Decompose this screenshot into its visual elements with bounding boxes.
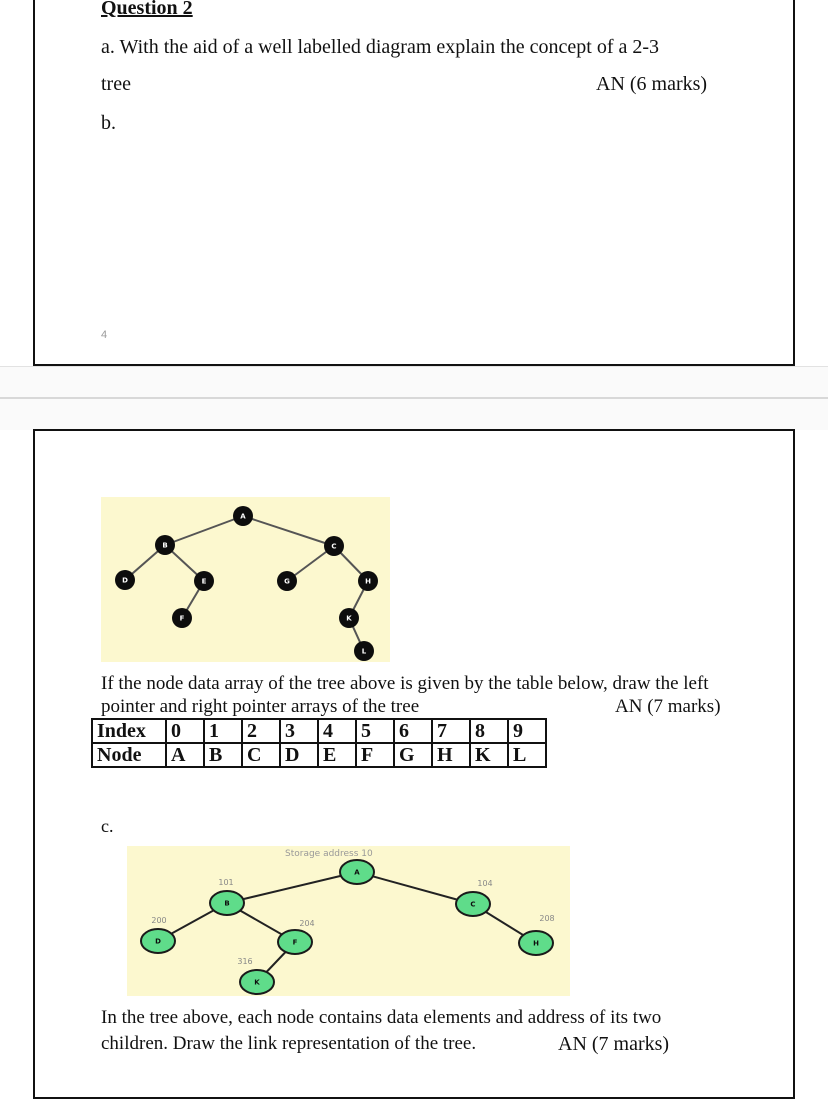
question-b-line1: If the node data array of the tree above is given by the table below, draw the left [101, 673, 709, 694]
tree-node-k [339, 608, 359, 628]
question-a-line2: tree [101, 73, 131, 95]
binary-tree-svg [101, 497, 390, 662]
tree-node-e [194, 571, 214, 591]
svg-text:G: G [284, 577, 290, 586]
tree-node-g [277, 571, 297, 591]
node-address-d: 200 [151, 916, 167, 925]
node-address-f: 204 [299, 919, 315, 928]
table-cell: 2 [242, 719, 280, 743]
svg-text:A: A [240, 512, 246, 521]
question-heading: Question 2 [101, 0, 193, 19]
tree-node-f [172, 608, 192, 628]
tree-edge-a-b [165, 516, 243, 545]
table-cell: 3 [280, 719, 318, 743]
page-number: 4 [101, 329, 108, 341]
table-cell: 5 [356, 719, 394, 743]
svg-text:F: F [179, 614, 185, 623]
table-cell: 4 [318, 719, 356, 743]
linked-tree-svg [127, 846, 570, 996]
table-cell: D [280, 743, 318, 767]
linked-tree-diagram [127, 846, 570, 996]
question-a-line1: a. With the aid of a well labelled diagram explain the concept of a 2-3 [101, 36, 660, 58]
question-c-line2: children. Draw the link representation of the tree. [101, 1033, 477, 1054]
tree-node-b [155, 535, 175, 555]
node-address-c: 104 [477, 879, 493, 888]
question-c-marks: AN (7 marks) [558, 1033, 670, 1055]
question-c-label: c. [101, 816, 114, 836]
table-cell: 9 [508, 719, 546, 743]
table-cell: F [356, 743, 394, 767]
table-cell: 8 [470, 719, 508, 743]
link-node-h [519, 931, 553, 955]
svg-text:D: D [155, 937, 161, 946]
question-b-label: b. [101, 112, 116, 134]
link-node-c [456, 892, 490, 916]
svg-text:E: E [201, 577, 207, 586]
table-header-index: Index [92, 719, 166, 743]
table-cell: A [166, 743, 204, 767]
tree-node-d [115, 570, 135, 590]
node-address-b: 101 [218, 878, 234, 887]
question-a-marks: AN (6 marks) [596, 73, 708, 95]
svg-text:K: K [254, 978, 260, 987]
table-header-node: Node [92, 743, 166, 767]
link-edge-a-c [357, 872, 473, 904]
svg-text:H: H [533, 939, 539, 948]
link-node-f [278, 930, 312, 954]
table-cell: H [432, 743, 470, 767]
table-cell: G [394, 743, 432, 767]
table-row-node [92, 743, 546, 767]
table-cell: 0 [166, 719, 204, 743]
table-cell: C [242, 743, 280, 767]
node-address-k: 316 [237, 957, 253, 966]
link-edge-a-b [227, 872, 357, 903]
svg-text:D: D [122, 576, 128, 585]
tree-node-h [358, 571, 378, 591]
question-b-marks: AN (7 marks) [615, 696, 721, 717]
table-cell: 6 [394, 719, 432, 743]
tree-node-c [324, 536, 344, 556]
table-cell: B [204, 743, 242, 767]
svg-text:C: C [470, 900, 476, 909]
node-address-h: 208 [539, 914, 555, 923]
link-node-b [210, 891, 244, 915]
tree-edge-a-c [243, 516, 334, 546]
question-b-line2: pointer and right pointer arrays of the tree [101, 696, 420, 717]
svg-text:H: H [365, 577, 371, 586]
link-node-d [141, 929, 175, 953]
table-cell: 7 [432, 719, 470, 743]
table-cell: L [508, 743, 546, 767]
svg-text:F: F [292, 938, 298, 947]
svg-text:B: B [162, 541, 168, 550]
table-cell: K [470, 743, 508, 767]
svg-text:B: B [224, 899, 230, 908]
binary-tree-diagram [101, 497, 390, 662]
page-divider [0, 397, 828, 399]
svg-text:K: K [346, 614, 352, 623]
question-c-line1: In the tree above, each node contains data elements and address of its two [101, 1007, 662, 1028]
tree-node-l [354, 641, 374, 661]
svg-text:C: C [331, 542, 337, 551]
svg-text:L: L [361, 647, 367, 656]
link-node-k [240, 970, 274, 994]
node-data-table [91, 718, 547, 768]
table-cell: 1 [204, 719, 242, 743]
svg-text:A: A [354, 868, 360, 877]
table-row-index [92, 719, 546, 743]
tree-node-a [233, 506, 253, 526]
storage-address-caption: Storage address 10 [285, 849, 373, 859]
link-node-a [340, 860, 374, 884]
table-cell: E [318, 743, 356, 767]
